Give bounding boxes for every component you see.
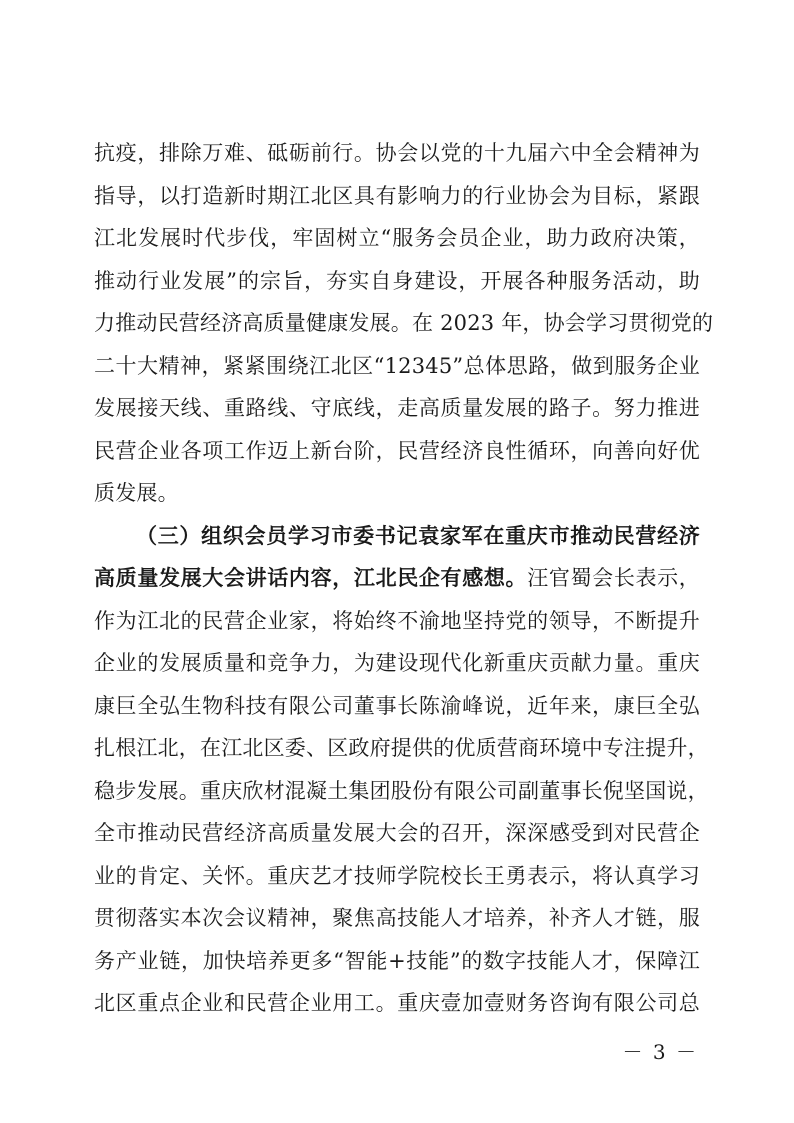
section-heading-text: 高质量发展大会讲话内容，江北民企有感想。: [94, 565, 528, 590]
document-body: [94, 132, 714, 1025]
text-line: 稳步发展。重庆欣材混凝土集团股份有限公司副董事长倪坚国说，: [94, 778, 709, 803]
text-line: 务产业链，加快培养更多“智能+技能”的数字技能人才，保障江: [94, 948, 700, 973]
body-text: 汪官蜀会长表示，: [527, 566, 700, 590]
section-heading-line: [94, 557, 700, 600]
text-line: 全市推动民营经济高质量发展大会的召开，深深感受到对民营企: [94, 821, 700, 845]
text-line: 北区重点企业和民营企业用工。重庆壹加壹财务咨询有限公司总: [94, 991, 700, 1015]
text-line: 业的肯定、关怀。重庆艺才技师学院校长王勇表示，将认真学习: [94, 863, 700, 888]
text-line: 推动行业发展”的宗旨，夯实自身建设，开展各种服务活动，助: [94, 268, 700, 293]
text-line: 康巨全弘生物科技有限公司董事长陈渝峰说，近年来，康巨全弘: [94, 693, 700, 718]
text-line: 抗疫，排除万难、砥砺前行。协会以党的十九届六中全会精神为: [94, 141, 700, 165]
text-line: 民营企业各项工作迈上新台阶，民营经济良性循环，向善向好优: [94, 438, 700, 463]
text-line: 二十大精神，紧紧围绕江北区“12345”总体思路，做到服务企业: [94, 353, 700, 378]
section-heading-line: （三）组织会员学习市委书记袁家军在重庆市推动民营经济: [136, 522, 700, 548]
text-line: 发展接天线、重路线、守底线，走高质量发展的路子。努力推进: [94, 396, 700, 420]
text-line: 扎根江北，在江北区委、区政府提供的优质营商环境中专注提升，: [94, 736, 709, 760]
text-line: 企业的发展质量和竞争力，为建设现代化新重庆贡献力量。重庆: [94, 651, 700, 675]
section-three-paragraph: [94, 515, 709, 1025]
page-number: － 3 －: [622, 1040, 698, 1064]
text-line: 质发展。: [94, 481, 179, 505]
text-line: 指导，以打造新时期江北区具有影响力的行业协会为目标，紧跟: [94, 183, 700, 208]
text-line: 作为江北的民营企业家，将始终不渝地坚持党的领导，不断提升: [94, 608, 700, 633]
text-line: 江北发展时代步伐，牢固树立“服务会员企业，助力政府决策，: [94, 226, 700, 250]
text-line: 贯彻落实本次会议精神，聚焦高技能人才培养，补齐人才链，服: [94, 906, 700, 930]
text-line: 力推动民营经济高质量健康发展。在 2023 年，协会学习贯彻党的: [94, 311, 714, 335]
paragraph-continuation: [94, 132, 714, 515]
